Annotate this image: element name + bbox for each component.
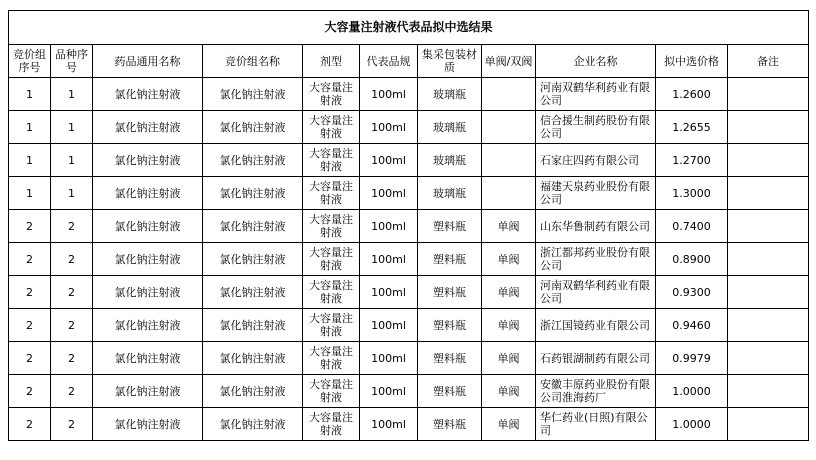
- header-packaging: 集采包装材质: [418, 45, 482, 78]
- cell-packaging: 塑料瓶: [418, 243, 482, 276]
- cell-variety-index: 1: [51, 144, 93, 177]
- cell-remarks: [728, 144, 809, 177]
- cell-dosage-form: 大容量注射液: [303, 177, 360, 210]
- cell-spec: 100ml: [360, 243, 418, 276]
- cell-remarks: [728, 177, 809, 210]
- results-table: [8, 10, 809, 441]
- cell-group-index: 2: [9, 243, 51, 276]
- cell-valve: [482, 144, 536, 177]
- cell-variety-index: 2: [51, 276, 93, 309]
- cell-dosage-form: 大容量注射液: [303, 276, 360, 309]
- cell-generic-name: 氯化钠注射液: [93, 177, 203, 210]
- cell-remarks: [728, 309, 809, 342]
- table-row: [9, 309, 809, 342]
- table-row: [9, 78, 809, 111]
- cell-price: 0.9979: [656, 342, 728, 375]
- cell-group-name: 氯化钠注射液: [203, 309, 303, 342]
- cell-price: 1.2655: [656, 111, 728, 144]
- cell-spec: 100ml: [360, 342, 418, 375]
- table-row: [9, 111, 809, 144]
- cell-price: 1.2600: [656, 78, 728, 111]
- cell-generic-name: 氯化钠注射液: [93, 408, 203, 441]
- cell-generic-name: 氯化钠注射液: [93, 111, 203, 144]
- cell-group-index: 1: [9, 78, 51, 111]
- cell-company: 山东华鲁制药有限公司: [536, 210, 656, 243]
- cell-remarks: [728, 78, 809, 111]
- cell-valve: 单阀: [482, 375, 536, 408]
- cell-company: 浙江都邦药业股份有限公司: [536, 243, 656, 276]
- cell-remarks: [728, 111, 809, 144]
- cell-valve: [482, 78, 536, 111]
- header-valve: 单阀/双阀: [482, 45, 536, 78]
- cell-price: 0.8900: [656, 243, 728, 276]
- cell-generic-name: 氯化钠注射液: [93, 210, 203, 243]
- cell-dosage-form: 大容量注射液: [303, 408, 360, 441]
- cell-remarks: [728, 243, 809, 276]
- cell-valve: 单阀: [482, 342, 536, 375]
- cell-generic-name: 氯化钠注射液: [93, 276, 203, 309]
- cell-group-index: 1: [9, 111, 51, 144]
- cell-price: 1.2700: [656, 144, 728, 177]
- cell-generic-name: 氯化钠注射液: [93, 342, 203, 375]
- cell-company: 安徽丰原药业股份有限公司淮海药厂: [536, 375, 656, 408]
- cell-company: 河南双鹤华利药业有限公司: [536, 276, 656, 309]
- header-spec: 代表品规: [360, 45, 418, 78]
- cell-packaging: 塑料瓶: [418, 408, 482, 441]
- cell-company: 浙江国镜药业有限公司: [536, 309, 656, 342]
- cell-valve: 单阀: [482, 309, 536, 342]
- cell-variety-index: 2: [51, 408, 93, 441]
- cell-packaging: 塑料瓶: [418, 375, 482, 408]
- header-group-index: 竞价组序号: [9, 45, 51, 78]
- cell-variety-index: 1: [51, 78, 93, 111]
- table-title: 大容量注射液代表品拟中选结果: [9, 11, 809, 45]
- cell-dosage-form: 大容量注射液: [303, 375, 360, 408]
- cell-packaging: 塑料瓶: [418, 342, 482, 375]
- cell-dosage-form: 大容量注射液: [303, 210, 360, 243]
- cell-valve: 单阀: [482, 243, 536, 276]
- cell-price: 1.0000: [656, 408, 728, 441]
- cell-group-name: 氯化钠注射液: [203, 243, 303, 276]
- cell-dosage-form: 大容量注射液: [303, 144, 360, 177]
- cell-company: 河南双鹤华利药业有限公司: [536, 78, 656, 111]
- cell-valve: 单阀: [482, 408, 536, 441]
- table-row: [9, 210, 809, 243]
- cell-group-name: 氯化钠注射液: [203, 177, 303, 210]
- cell-group-index: 2: [9, 408, 51, 441]
- cell-remarks: [728, 342, 809, 375]
- cell-company: 华仁药业(日照)有限公司: [536, 408, 656, 441]
- cell-spec: 100ml: [360, 177, 418, 210]
- cell-valve: 单阀: [482, 276, 536, 309]
- cell-spec: 100ml: [360, 144, 418, 177]
- table-row: [9, 177, 809, 210]
- cell-group-index: 1: [9, 144, 51, 177]
- cell-group-name: 氯化钠注射液: [203, 375, 303, 408]
- cell-generic-name: 氯化钠注射液: [93, 78, 203, 111]
- cell-generic-name: 氯化钠注射液: [93, 144, 203, 177]
- cell-packaging: 塑料瓶: [418, 210, 482, 243]
- header-company: 企业名称: [536, 45, 656, 78]
- cell-variety-index: 2: [51, 342, 93, 375]
- cell-dosage-form: 大容量注射液: [303, 78, 360, 111]
- cell-remarks: [728, 210, 809, 243]
- table-row: [9, 276, 809, 309]
- cell-dosage-form: 大容量注射液: [303, 243, 360, 276]
- cell-spec: 100ml: [360, 408, 418, 441]
- cell-spec: 100ml: [360, 78, 418, 111]
- cell-variety-index: 1: [51, 111, 93, 144]
- cell-company: 石家庄四药有限公司: [536, 144, 656, 177]
- cell-group-index: 2: [9, 342, 51, 375]
- cell-company: 信合援生制药股份有限公司: [536, 111, 656, 144]
- cell-packaging: 玻璃瓶: [418, 144, 482, 177]
- cell-dosage-form: 大容量注射液: [303, 111, 360, 144]
- results-table-container: [8, 10, 808, 441]
- table-row: [9, 408, 809, 441]
- cell-price: 0.7400: [656, 210, 728, 243]
- cell-price: 1.0000: [656, 375, 728, 408]
- cell-generic-name: 氯化钠注射液: [93, 375, 203, 408]
- cell-remarks: [728, 276, 809, 309]
- cell-valve: [482, 111, 536, 144]
- cell-variety-index: 2: [51, 243, 93, 276]
- cell-group-index: 2: [9, 276, 51, 309]
- cell-group-name: 氯化钠注射液: [203, 342, 303, 375]
- table-row: [9, 243, 809, 276]
- cell-group-name: 氯化钠注射液: [203, 408, 303, 441]
- cell-price: 0.9460: [656, 309, 728, 342]
- cell-generic-name: 氯化钠注射液: [93, 309, 203, 342]
- cell-dosage-form: 大容量注射液: [303, 309, 360, 342]
- cell-packaging: 玻璃瓶: [418, 111, 482, 144]
- cell-group-name: 氯化钠注射液: [203, 144, 303, 177]
- header-remarks: 备注: [728, 45, 809, 78]
- cell-valve: 单阀: [482, 210, 536, 243]
- cell-price: 1.3000: [656, 177, 728, 210]
- cell-group-index: 2: [9, 375, 51, 408]
- cell-packaging: 玻璃瓶: [418, 177, 482, 210]
- header-dosage-form: 剂型: [303, 45, 360, 78]
- cell-spec: 100ml: [360, 276, 418, 309]
- cell-packaging: 塑料瓶: [418, 309, 482, 342]
- cell-variety-index: 2: [51, 375, 93, 408]
- cell-valve: [482, 177, 536, 210]
- cell-spec: 100ml: [360, 375, 418, 408]
- cell-remarks: [728, 408, 809, 441]
- cell-remarks: [728, 375, 809, 408]
- cell-variety-index: 2: [51, 309, 93, 342]
- cell-group-name: 氯化钠注射液: [203, 111, 303, 144]
- cell-dosage-form: 大容量注射液: [303, 342, 360, 375]
- cell-group-index: 2: [9, 210, 51, 243]
- table-row: [9, 342, 809, 375]
- cell-group-index: 1: [9, 177, 51, 210]
- cell-spec: 100ml: [360, 111, 418, 144]
- cell-variety-index: 1: [51, 177, 93, 210]
- cell-group-name: 氯化钠注射液: [203, 276, 303, 309]
- cell-group-index: 2: [9, 309, 51, 342]
- table-body: [9, 78, 809, 441]
- cell-group-name: 氯化钠注射液: [203, 210, 303, 243]
- cell-variety-index: 2: [51, 210, 93, 243]
- header-group-name: 竞价组名称: [203, 45, 303, 78]
- cell-company: 石药银湖制药有限公司: [536, 342, 656, 375]
- header-price: 拟中选价格: [656, 45, 728, 78]
- header-variety-index: 品种序号: [51, 45, 93, 78]
- header-generic-name: 药品通用名称: [93, 45, 203, 78]
- cell-packaging: 玻璃瓶: [418, 78, 482, 111]
- cell-price: 0.9300: [656, 276, 728, 309]
- table-row: [9, 144, 809, 177]
- cell-group-name: 氯化钠注射液: [203, 78, 303, 111]
- cell-spec: 100ml: [360, 210, 418, 243]
- header-row: [9, 45, 809, 78]
- cell-spec: 100ml: [360, 309, 418, 342]
- table-row: [9, 375, 809, 408]
- cell-generic-name: 氯化钠注射液: [93, 243, 203, 276]
- cell-packaging: 塑料瓶: [418, 276, 482, 309]
- cell-company: 福建天泉药业股份有限公司: [536, 177, 656, 210]
